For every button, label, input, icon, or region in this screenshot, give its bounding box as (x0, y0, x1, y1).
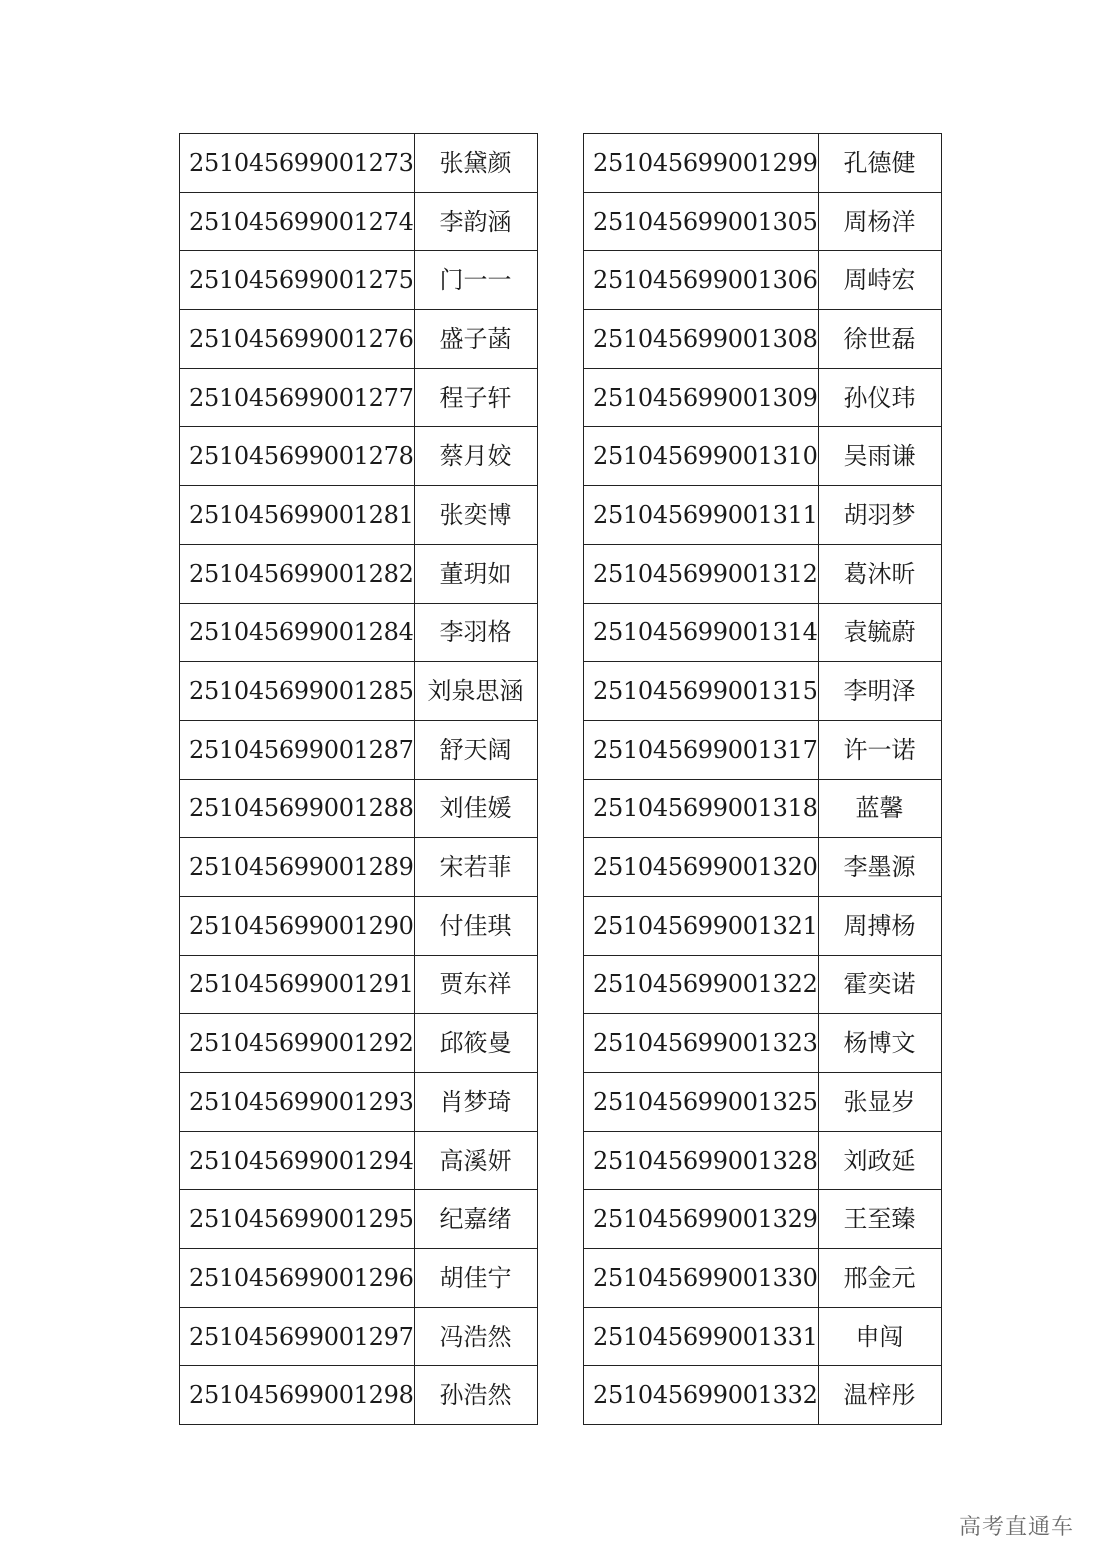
candidate-id: 251045699001322 (584, 955, 819, 1014)
candidate-id: 251045699001288 (180, 779, 415, 838)
candidate-name: 李墨源 (818, 838, 941, 897)
candidate-name: 蓝馨 (818, 779, 941, 838)
candidate-id: 251045699001274 (180, 192, 415, 251)
candidate-name: 温梓彤 (818, 1366, 941, 1425)
right-roster-table (583, 133, 942, 1425)
candidate-id: 251045699001317 (584, 720, 819, 779)
candidate-id: 251045699001299 (584, 134, 819, 193)
table-row (180, 1131, 538, 1190)
left-roster-body (180, 134, 538, 1425)
table-row (584, 779, 942, 838)
table-row (180, 544, 538, 603)
table-row (584, 1190, 942, 1249)
candidate-name: 纪嘉绪 (414, 1190, 537, 1249)
candidate-id: 251045699001278 (180, 427, 415, 486)
candidate-name: 张显岁 (818, 1073, 941, 1132)
table-row (180, 251, 538, 310)
candidate-name: 李韵涵 (414, 192, 537, 251)
table-row (584, 427, 942, 486)
candidate-name: 宋若菲 (414, 838, 537, 897)
table-row (180, 662, 538, 721)
table-row (180, 134, 538, 193)
candidate-name: 贾东祥 (414, 955, 537, 1014)
candidate-name: 王至臻 (818, 1190, 941, 1249)
table-row (180, 1307, 538, 1366)
table-row (180, 838, 538, 897)
candidate-name: 刘政延 (818, 1131, 941, 1190)
candidate-id: 251045699001320 (584, 838, 819, 897)
table-row (584, 662, 942, 721)
table-row (584, 192, 942, 251)
candidate-id: 251045699001331 (584, 1307, 819, 1366)
candidate-name: 吴雨谦 (818, 427, 941, 486)
table-row (584, 955, 942, 1014)
candidate-id: 251045699001298 (180, 1366, 415, 1425)
candidate-id: 251045699001294 (180, 1131, 415, 1190)
candidate-id: 251045699001312 (584, 544, 819, 603)
candidate-name: 胡羽梦 (818, 486, 941, 545)
table-row (584, 720, 942, 779)
candidate-name: 葛沐昕 (818, 544, 941, 603)
candidate-name: 霍奕诺 (818, 955, 941, 1014)
candidate-name: 邱筱曼 (414, 1014, 537, 1073)
right-roster-body (584, 134, 942, 1425)
candidate-id: 251045699001282 (180, 544, 415, 603)
candidate-name: 高溪妍 (414, 1131, 537, 1190)
table-row (180, 427, 538, 486)
candidate-name: 李羽格 (414, 603, 537, 662)
candidate-name: 周搏杨 (818, 896, 941, 955)
candidate-id: 251045699001323 (584, 1014, 819, 1073)
candidate-id: 251045699001281 (180, 486, 415, 545)
candidate-id: 251045699001325 (584, 1073, 819, 1132)
candidate-name: 胡佳宁 (414, 1249, 537, 1308)
table-row (584, 1249, 942, 1308)
candidate-id: 251045699001291 (180, 955, 415, 1014)
table-row (584, 251, 942, 310)
candidate-name: 刘佳媛 (414, 779, 537, 838)
table-row (584, 838, 942, 897)
candidate-name: 杨博文 (818, 1014, 941, 1073)
candidate-id: 251045699001292 (180, 1014, 415, 1073)
candidate-name: 刘泉思涵 (414, 662, 537, 721)
candidate-id: 251045699001329 (584, 1190, 819, 1249)
table-row (180, 192, 538, 251)
table-row (584, 134, 942, 193)
candidate-name: 冯浩然 (414, 1307, 537, 1366)
candidate-id: 251045699001290 (180, 896, 415, 955)
table-row (584, 603, 942, 662)
candidate-name: 许一诺 (818, 720, 941, 779)
candidate-name: 程子轩 (414, 368, 537, 427)
table-row (180, 720, 538, 779)
candidate-name: 孔德健 (818, 134, 941, 193)
candidate-id: 251045699001284 (180, 603, 415, 662)
table-row (180, 603, 538, 662)
table-row (584, 1307, 942, 1366)
table-row (180, 486, 538, 545)
candidate-id: 251045699001297 (180, 1307, 415, 1366)
table-row (584, 310, 942, 369)
candidate-name: 付佳琪 (414, 896, 537, 955)
candidate-name: 徐世磊 (818, 310, 941, 369)
table-row (584, 368, 942, 427)
candidate-id: 251045699001308 (584, 310, 819, 369)
candidate-id: 251045699001276 (180, 310, 415, 369)
candidate-name: 邢金元 (818, 1249, 941, 1308)
candidate-id: 251045699001332 (584, 1366, 819, 1425)
candidate-id: 251045699001306 (584, 251, 819, 310)
candidate-name: 蔡月姣 (414, 427, 537, 486)
candidate-id: 251045699001318 (584, 779, 819, 838)
candidate-id: 251045699001293 (180, 1073, 415, 1132)
table-row (180, 779, 538, 838)
candidate-id: 251045699001277 (180, 368, 415, 427)
table-row (584, 1073, 942, 1132)
table-row (584, 544, 942, 603)
table-row (180, 1073, 538, 1132)
candidate-id: 251045699001314 (584, 603, 819, 662)
candidate-id: 251045699001330 (584, 1249, 819, 1308)
table-row (584, 1014, 942, 1073)
candidate-name: 申闯 (818, 1307, 941, 1366)
table-row (180, 1190, 538, 1249)
table-row (180, 1014, 538, 1073)
candidate-id: 251045699001295 (180, 1190, 415, 1249)
table-row (584, 1366, 942, 1425)
table-row (584, 486, 942, 545)
candidate-id: 251045699001309 (584, 368, 819, 427)
candidate-name: 门一一 (414, 251, 537, 310)
candidate-id: 251045699001311 (584, 486, 819, 545)
candidate-id: 251045699001273 (180, 134, 415, 193)
candidate-id: 251045699001285 (180, 662, 415, 721)
candidate-name: 孙浩然 (414, 1366, 537, 1425)
candidate-id: 251045699001315 (584, 662, 819, 721)
left-roster-table (179, 133, 538, 1425)
candidate-id: 251045699001321 (584, 896, 819, 955)
candidate-id: 251045699001296 (180, 1249, 415, 1308)
candidate-name: 孙仪玮 (818, 368, 941, 427)
candidate-name: 董玥如 (414, 544, 537, 603)
source-watermark: 高考直通车 (958, 1515, 1074, 1540)
table-row (584, 1131, 942, 1190)
candidate-name: 袁毓蔚 (818, 603, 941, 662)
candidate-id: 251045699001287 (180, 720, 415, 779)
candidate-id: 251045699001310 (584, 427, 819, 486)
candidate-name: 周峙宏 (818, 251, 941, 310)
table-row (584, 896, 942, 955)
candidate-id: 251045699001289 (180, 838, 415, 897)
candidate-id: 251045699001305 (584, 192, 819, 251)
candidate-name: 肖梦琦 (414, 1073, 537, 1132)
candidate-id: 251045699001328 (584, 1131, 819, 1190)
table-row (180, 310, 538, 369)
table-row (180, 1249, 538, 1308)
candidate-name: 盛子菡 (414, 310, 537, 369)
candidate-name: 周杨洋 (818, 192, 941, 251)
table-row (180, 1366, 538, 1425)
candidate-name: 张黛颜 (414, 134, 537, 193)
candidate-name: 张奕博 (414, 486, 537, 545)
candidate-name: 李明泽 (818, 662, 941, 721)
candidate-id: 251045699001275 (180, 251, 415, 310)
table-row (180, 896, 538, 955)
candidate-name: 舒天阔 (414, 720, 537, 779)
table-row (180, 368, 538, 427)
table-row (180, 955, 538, 1014)
